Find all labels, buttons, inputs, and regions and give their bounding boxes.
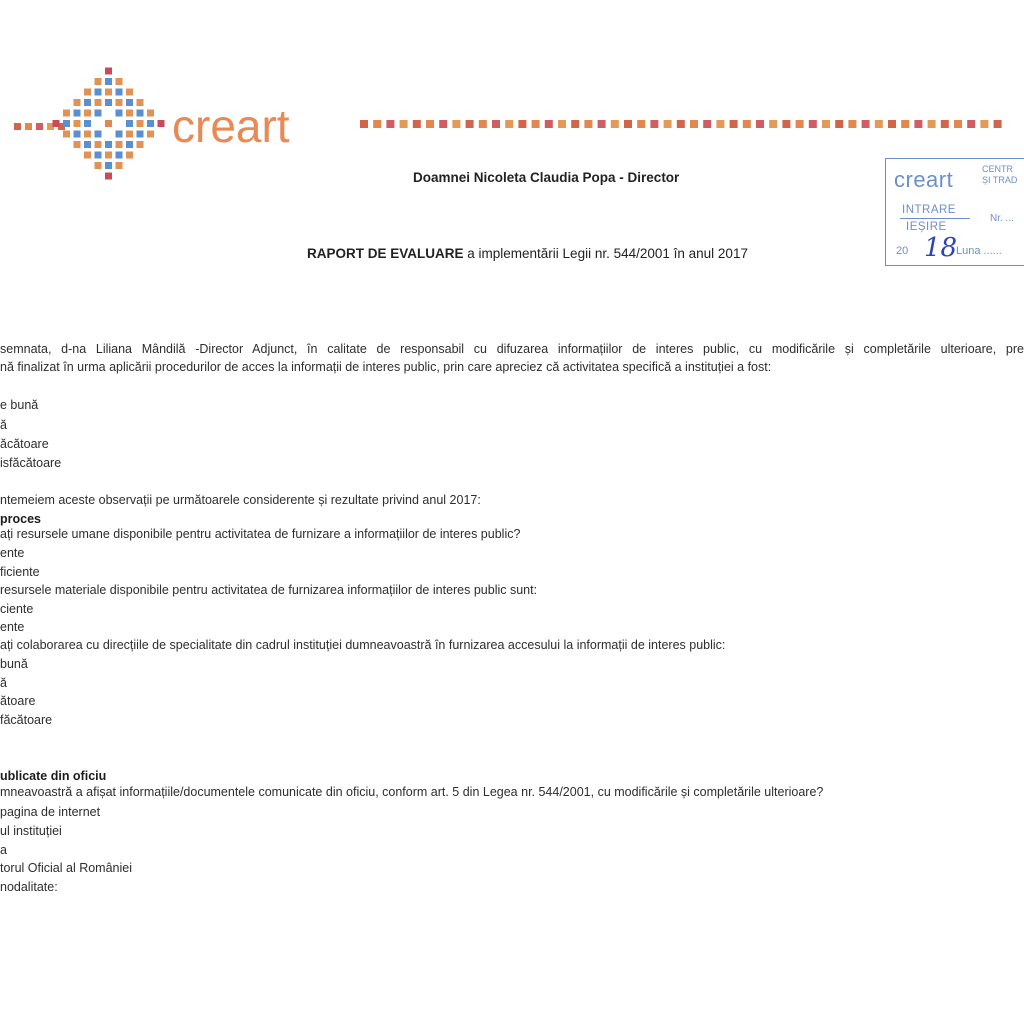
section2-q1-option: pagina de internet: [0, 805, 101, 819]
logo-dot: [914, 120, 922, 128]
logo-dot: [994, 120, 1002, 128]
logo-dot: [84, 89, 91, 96]
logo-dot: [95, 89, 102, 96]
rating-option: isfăcătoare: [0, 456, 62, 470]
logo-dot: [126, 152, 133, 159]
logo-dot: [901, 120, 909, 128]
logo-dot: [782, 120, 790, 128]
logo-dot: [624, 120, 632, 128]
section2-q1-option: a: [0, 843, 7, 857]
logo-dot: [137, 120, 144, 127]
section1-q3-option: bună: [0, 657, 28, 671]
logo-dot: [95, 141, 102, 148]
logo-dot: [888, 120, 896, 128]
logo-dot: [743, 120, 751, 128]
logo-dot: [941, 120, 949, 128]
logo-dot: [63, 110, 70, 117]
logo-dot: [479, 120, 487, 128]
logo-dot: [835, 120, 843, 128]
logo-dot: [558, 120, 566, 128]
logo-dot: [116, 152, 123, 159]
logo-dot: [105, 141, 112, 148]
logo-dot: [147, 131, 154, 138]
logo-dot: [147, 110, 154, 117]
logo-dot: [95, 99, 102, 106]
logo-dot: [980, 120, 988, 128]
logo-dot: [650, 120, 658, 128]
report-title: [307, 246, 748, 261]
basis-line: ntemeiem aceste observații pe următoarele considerente și rezultate privind anul 2017:: [0, 493, 481, 507]
logo-dot: [466, 120, 474, 128]
logo-dot: [84, 131, 91, 138]
logo-dot: [74, 141, 81, 148]
logo-dot: [63, 131, 70, 138]
logo-dot: [116, 162, 123, 169]
logo-dot: [664, 120, 672, 128]
logo-dot: [74, 110, 81, 117]
section1-q1-option: ficiente: [0, 565, 40, 579]
logo-dot: [105, 68, 112, 75]
logo-dot: [74, 99, 81, 106]
section2-q1-option: torul Oficial al României: [0, 861, 132, 875]
logo-dot: [116, 89, 123, 96]
logo-dot: [36, 123, 43, 130]
stamp-logo: creart: [894, 167, 954, 192]
logo-dot: [74, 131, 81, 138]
section1-question-2: resursele materiale disponibile pentru activitatea de furnizarea informațiilor de interes public sunt:: [0, 583, 538, 597]
stamp-divider: [900, 218, 970, 219]
logo-dot: [95, 110, 102, 117]
section2-q1-option: ul instituției: [0, 824, 62, 838]
section1-q2-option: ciente: [0, 602, 34, 616]
logo-dot: [862, 120, 870, 128]
logo-dot: [126, 141, 133, 148]
logo-dot: [126, 89, 133, 96]
logo-dot: [505, 120, 513, 128]
logo-dot: [105, 162, 112, 169]
logo-dot: [796, 120, 804, 128]
intro-line-1: semnata, d-na Liliana Mândilă -Director Adjunct, în calitate de responsabil cu difuzarea informațiilor de interes public, cu modificările și completările ulterioare, pre: [0, 342, 1024, 356]
rating-option: ăcătoare: [0, 437, 49, 451]
logo-dot: [928, 120, 936, 128]
logo-dot: [95, 131, 102, 138]
stamp-side-text: [982, 164, 1017, 186]
logo-dot: [875, 120, 883, 128]
stamp-iesire: IEȘIRE: [906, 221, 947, 233]
logo-dot: [84, 120, 91, 127]
section1-q1-option: ente: [0, 546, 25, 560]
logo-dot: [848, 120, 856, 128]
logo-dot: [954, 120, 962, 128]
logo-dot: [137, 99, 144, 106]
section1-q3-option: ă: [0, 676, 7, 690]
logo-dot: [571, 120, 579, 128]
logo-dot: [809, 120, 817, 128]
logo-dot: [703, 120, 711, 128]
logo-dot: [756, 120, 764, 128]
registration-stamp: [885, 158, 1024, 266]
logo-text: creart: [172, 100, 290, 152]
logo-dot: [84, 110, 91, 117]
logo-dot: [105, 152, 112, 159]
logo-dot: [105, 89, 112, 96]
section1-q2-option: ente: [0, 620, 25, 634]
logo-dot: [105, 173, 112, 180]
stamp-side-line1: CENTR: [982, 164, 1013, 174]
logo-dot: [584, 120, 592, 128]
logo-dot: [84, 99, 91, 106]
logo-dot: [126, 120, 133, 127]
logo-dot: [400, 120, 408, 128]
logo-dot: [822, 120, 830, 128]
logo-dot: [611, 120, 619, 128]
stamp-luna: Luna ......: [956, 245, 1002, 257]
intro-line-2: nă finalizat în urma aplicării procedurilor de acces la informații de interes public, prin care apreciez că activitatea specifică a instituției a fost:: [0, 360, 772, 374]
logo-dot: [116, 131, 123, 138]
logo-dot: [116, 141, 123, 148]
stamp-nr: Nr. ...: [990, 213, 1014, 224]
logo-dot: [137, 131, 144, 138]
report-title-bold: RAPORT DE EVALUARE: [307, 246, 464, 261]
rating-option: ă: [0, 418, 7, 432]
logo-dot: [373, 120, 381, 128]
logo-dot: [137, 110, 144, 117]
logo-dot: [105, 78, 112, 85]
logo-dot: [545, 120, 553, 128]
logo-dot: [360, 120, 368, 128]
logo-dot: [598, 120, 606, 128]
stamp-year: 20: [896, 245, 909, 257]
logo-dot: [532, 120, 540, 128]
logo-dot: [690, 120, 698, 128]
logo-dot: [126, 99, 133, 106]
section1-q3-option: făcătoare: [0, 713, 53, 727]
logo-dot: [105, 120, 112, 127]
logo-dot: [116, 99, 123, 106]
logo-dot: [439, 120, 447, 128]
logo-dot: [637, 120, 645, 128]
logo-dot: [730, 120, 738, 128]
logo-dot: [84, 141, 91, 148]
logo-dot: [84, 152, 91, 159]
rating-option: e bună: [0, 398, 39, 412]
logo-dot: [74, 120, 81, 127]
logo-dot: [492, 120, 500, 128]
logo-dot: [95, 78, 102, 85]
logo-dot: [426, 120, 434, 128]
logo-dot: [386, 120, 394, 128]
stamp-side-line2: ȘI TRAD: [982, 175, 1018, 185]
logo-dot: [147, 120, 154, 127]
stamp-handwritten-day: 18: [924, 233, 958, 263]
logo-dot: [126, 131, 133, 138]
logo-dot: [518, 120, 526, 128]
logo-dot: [413, 120, 421, 128]
stamp-intrare: INTRARE: [902, 204, 956, 216]
logo-dot: [967, 120, 975, 128]
addressee: Doamnei Nicoleta Claudia Popa - Director: [413, 170, 680, 185]
logo-dot: [452, 120, 460, 128]
logo-dot: [126, 110, 133, 117]
logo-dot: [716, 120, 724, 128]
report-title-rest: a implementării Legii nr. 544/2001 în anul 2017: [463, 246, 748, 261]
logo-dot: [105, 99, 112, 106]
logo-dot: [53, 120, 60, 127]
logo-dot: [116, 110, 123, 117]
logo-dot: [95, 152, 102, 159]
logo-dot: [137, 141, 144, 148]
logo-dot: [14, 123, 21, 130]
section1-heading: proces: [0, 512, 41, 526]
section1-question-1: ați resursele umane disponibile pentru activitatea de furnizare a informațiilor de interes public?: [0, 527, 521, 541]
section2-question-1: mneavoastră a afișat informațiile/documentele comunicate din oficiu, conform art. 5 din Legea nr. 544/2001, cu modificările și completările ulterioare?: [0, 785, 824, 799]
section2-heading: ublicate din oficiu: [0, 769, 107, 783]
logo-dot: [25, 123, 32, 130]
section1-q3-option: ătoare: [0, 694, 36, 708]
logo-dot: [158, 120, 165, 127]
section1-question-3: ați colaborarea cu direcțiile de specialitate din cadrul instituției dumneavoastră în furnizarea accesului la informații de interes public:: [0, 638, 726, 652]
logo-dot: [95, 162, 102, 169]
section2-q1-option: nodalitate:: [0, 880, 58, 894]
logo-dot: [769, 120, 777, 128]
logo-dot: [63, 120, 70, 127]
logo-dot: [116, 78, 123, 85]
logo-dot: [677, 120, 685, 128]
